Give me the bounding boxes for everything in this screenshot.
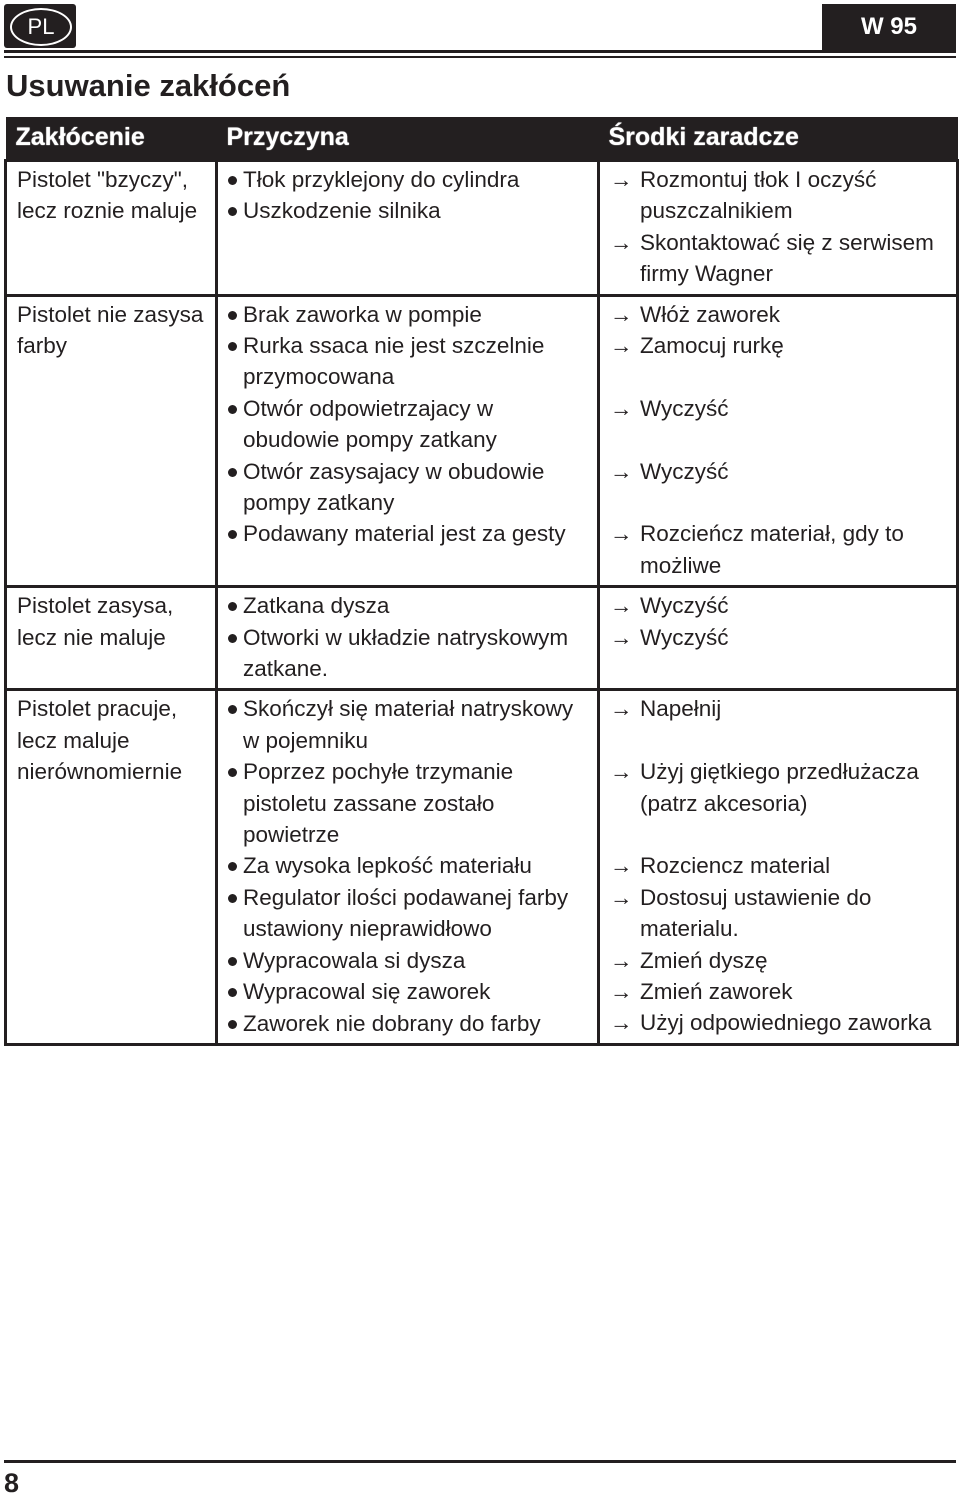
- cause-item: Podawany material jest za gesty: [228, 518, 589, 549]
- header-fault: Zakłócenie: [6, 117, 217, 161]
- fault-cell: Pistolet "bzyczy", lecz roznie maluje: [6, 161, 217, 296]
- cause-cell: [217, 161, 599, 296]
- remedy-item: → Wyczyść: [610, 622, 948, 653]
- remedy-item: → Wyczyść: [610, 456, 948, 487]
- cause-cell: [217, 295, 599, 587]
- remedy-cell: [599, 295, 958, 587]
- remedy-item: → Użyj odpowiedniego zaworka: [610, 1007, 948, 1038]
- remedy-spacer: [610, 361, 948, 392]
- cause-item: Zatkana dysza: [228, 590, 589, 621]
- cause-item: Poprzez pochyłe trzymanie pistoletu zassane zostało powietrze: [228, 756, 589, 850]
- header-cause: Przyczyna: [217, 117, 599, 161]
- cause-item: Wypracowala si dysza: [228, 945, 589, 976]
- remedy-item: → Włóż zaworek: [610, 299, 948, 330]
- cause-cell: [217, 587, 599, 690]
- cause-item: Brak zaworka w pompie: [228, 299, 589, 330]
- remedy-item: → Rozcieńcz materiał, gdy to możliwe: [610, 518, 948, 581]
- remedy-item: → Zamocuj rurkę: [610, 330, 948, 361]
- cause-item: Otwór zasysajacy w obudowie pompy zatkany: [228, 456, 589, 519]
- remedy-spacer: [610, 725, 948, 756]
- cause-item: Za wysoka lepkość materiału: [228, 850, 589, 881]
- remedy-item: → Rozciencz material: [610, 850, 948, 881]
- cause-item: Uszkodzenie silnika: [228, 195, 589, 226]
- remedy-item: → Użyj giętkiego przedłużacza (patrz akcesoria): [610, 756, 948, 819]
- language-code: PL: [10, 8, 72, 46]
- table-row: [6, 295, 958, 587]
- remedy-spacer: [610, 424, 948, 455]
- cause-cell: [217, 690, 599, 1044]
- cause-item: Wypracowal się zaworek: [228, 976, 589, 1007]
- fault-cell: Pistolet pracuje, lecz maluje nierównomiernie: [6, 690, 217, 1044]
- remedy-item: → Rozmontuj tłok I oczyść puszczalnikiem: [610, 164, 948, 227]
- cause-item: Zaworek nie dobrany do farby: [228, 1008, 589, 1039]
- cause-item: Otworki w układzie natryskowym zatkane.: [228, 622, 589, 685]
- page-number: 8: [4, 1468, 20, 1498]
- table-row: [6, 690, 958, 1044]
- cause-item: Skończył się materiał natryskowy w pojemniku: [228, 693, 589, 756]
- remedy-cell: [599, 161, 958, 296]
- fault-cell: Pistolet nie zasysa farby: [6, 295, 217, 587]
- cause-item: Otwór odpowietrzajacy w obudowie pompy zatkany: [228, 393, 589, 456]
- remedy-item: → Dostosuj ustawienie do materialu.: [610, 882, 948, 945]
- cause-item: Regulator ilości podawanej farby ustawiony nieprawidłowo: [228, 882, 589, 945]
- remedy-item: → Zmień zaworek: [610, 976, 948, 1007]
- remedy-item: → Wyczyść: [610, 590, 948, 621]
- remedy-cell: [599, 690, 958, 1044]
- troubleshooting-table: [4, 117, 959, 1046]
- page-title: Usuwanie zakłóceń: [6, 68, 291, 103]
- header-rule-thin: [4, 56, 956, 58]
- remedy-item: → Napełnij: [610, 693, 948, 724]
- remedy-cell: [599, 587, 958, 690]
- table-row: [6, 161, 958, 296]
- fault-cell: Pistolet zasysa, lecz nie maluje: [6, 587, 217, 690]
- header-rule: [4, 50, 956, 53]
- header-remedy: Środki zaradcze: [599, 117, 958, 161]
- remedy-item: → Zmień dyszę: [610, 945, 948, 976]
- remedy-item: → Skontaktować się z serwisem firmy Wagner: [610, 227, 948, 290]
- remedy-spacer: [610, 487, 948, 518]
- remedy-item: → Wyczyść: [610, 393, 948, 424]
- footer-rule: [4, 1460, 956, 1463]
- table-row: [6, 587, 958, 690]
- cause-item: Rurka ssaca nie jest szczelnie przymocowana: [228, 330, 589, 393]
- model-badge: W 95: [822, 4, 956, 50]
- remedy-spacer: [610, 819, 948, 850]
- cause-item: Tłok przyklejony do cylindra: [228, 164, 589, 195]
- language-badge: [4, 4, 76, 48]
- table-header-row: [6, 117, 958, 161]
